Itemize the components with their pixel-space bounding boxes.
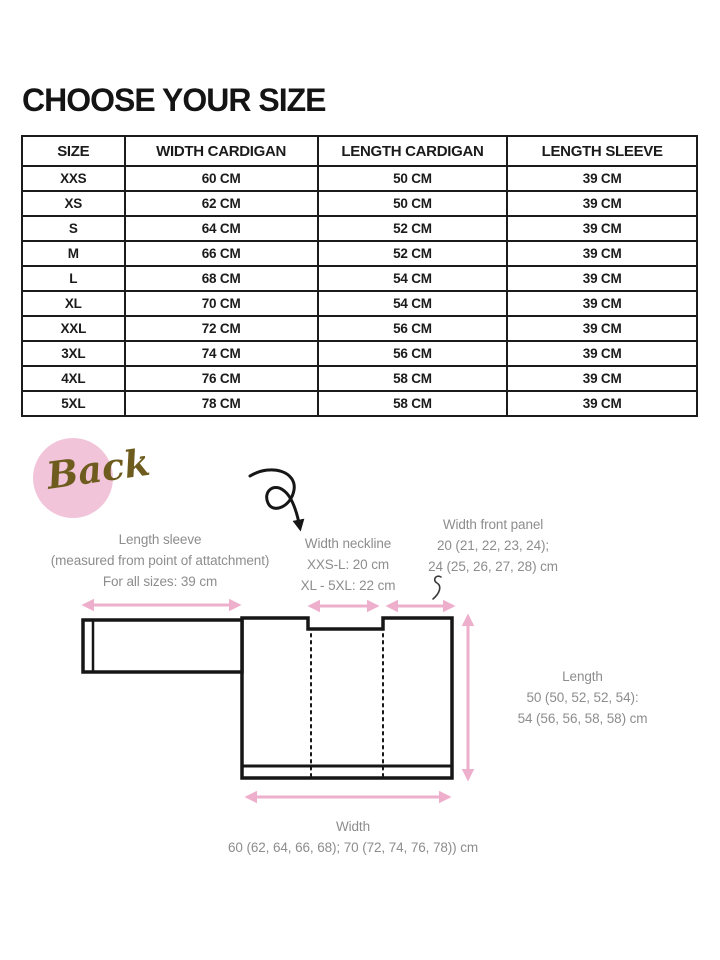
table-cell: XXL	[22, 316, 125, 341]
table-cell: 39 CM	[507, 191, 697, 216]
sleeve-note-line1: Length sleeve	[118, 532, 202, 547]
length-note-line3: 54 (56, 56, 58, 58) cm	[517, 711, 648, 726]
front-panel-note-line2: 20 (21, 22, 23, 24);	[436, 538, 550, 553]
table-cell: XXS	[22, 166, 125, 191]
table-cell: 54 CM	[318, 266, 508, 291]
table-cell: 70 CM	[125, 291, 318, 316]
length-note	[490, 666, 675, 729]
table-cell: 64 CM	[125, 216, 318, 241]
table-cell: 74 CM	[125, 341, 318, 366]
neckline-width-note	[278, 533, 418, 596]
width-note-line1: Width	[335, 819, 370, 834]
table-row	[22, 191, 697, 216]
front-panel-note-line3: 24 (25, 26, 27, 28) cm	[428, 559, 558, 574]
column-header-width-cardigan: WIDTH CARDIGAN	[125, 136, 318, 166]
table-row	[22, 391, 697, 416]
page-title: CHOOSE YOUR SIZE	[22, 82, 326, 118]
table-cell: 68 CM	[125, 266, 318, 291]
neckline-note-line3: XL - 5XL: 22 cm	[300, 578, 396, 593]
table-cell: 66 CM	[125, 241, 318, 266]
front-panel-note-line1: Width front panel	[442, 517, 544, 532]
table-row	[22, 291, 697, 316]
table-cell: 58 CM	[318, 366, 508, 391]
table-cell: 54 CM	[318, 291, 508, 316]
table-cell: L	[22, 266, 125, 291]
table-cell: 56 CM	[318, 341, 508, 366]
table-row	[22, 166, 697, 191]
front-panel-width-note	[400, 514, 586, 577]
table-row	[22, 366, 697, 391]
table-cell: 78 CM	[125, 391, 318, 416]
table-row	[22, 341, 697, 366]
column-header-size: SIZE	[22, 136, 125, 166]
body-outline	[242, 618, 452, 778]
table-cell: 52 CM	[318, 241, 508, 266]
table-cell: 39 CM	[507, 341, 697, 366]
table-cell: 50 CM	[318, 166, 508, 191]
sleeve-length-note	[45, 529, 275, 592]
table-cell: 50 CM	[318, 191, 508, 216]
neckline-note-line1: Width neckline	[304, 536, 392, 551]
table-cell: XL	[22, 291, 125, 316]
sleeve-note-line3: For all sizes: 39 cm	[102, 574, 218, 589]
table-cell: 39 CM	[507, 291, 697, 316]
table-cell: 39 CM	[507, 316, 697, 341]
table-cell: 76 CM	[125, 366, 318, 391]
table-cell: 39 CM	[507, 391, 697, 416]
column-header-length-cardigan: LENGTH CARDIGAN	[318, 136, 508, 166]
table-cell: 72 CM	[125, 316, 318, 341]
table-cell: S	[22, 216, 125, 241]
table-cell: 3XL	[22, 341, 125, 366]
sleeve-note-line2: (measured from point of attatchment)	[50, 553, 270, 568]
table-cell: 39 CM	[507, 216, 697, 241]
width-note	[203, 816, 503, 858]
column-header-length-sleeve: LENGTH SLEEVE	[507, 136, 697, 166]
table-cell: 62 CM	[125, 191, 318, 216]
table-cell: 52 CM	[318, 216, 508, 241]
table-row	[22, 266, 697, 291]
table-row	[22, 216, 697, 241]
width-note-line2: 60 (62, 64, 66, 68); 70 (72, 74, 76, 78)) cm	[228, 840, 478, 855]
table-cell: M	[22, 241, 125, 266]
length-note-line2: 50 (50, 52, 52, 54):	[526, 690, 639, 705]
table-cell: XS	[22, 191, 125, 216]
table-cell: 4XL	[22, 366, 125, 391]
table-cell: 60 CM	[125, 166, 318, 191]
sleeve-outline	[83, 620, 242, 672]
squiggle-mark-icon	[433, 576, 441, 599]
back-view-label: Back	[43, 439, 153, 498]
table-cell: 39 CM	[507, 241, 697, 266]
table-cell: 56 CM	[318, 316, 508, 341]
size-table	[21, 135, 698, 417]
table-cell: 39 CM	[507, 266, 697, 291]
table-cell: 58 CM	[318, 391, 508, 416]
neckline-note-line2: XXS-L: 20 cm	[306, 557, 390, 572]
table-row	[22, 241, 697, 266]
size-diagram	[0, 430, 720, 960]
curved-arrow-icon	[250, 470, 300, 528]
table-cell: 5XL	[22, 391, 125, 416]
table-header-row	[22, 136, 697, 166]
table-cell: 39 CM	[507, 166, 697, 191]
table-row	[22, 316, 697, 341]
length-note-line1: Length	[562, 669, 603, 684]
table-cell: 39 CM	[507, 366, 697, 391]
